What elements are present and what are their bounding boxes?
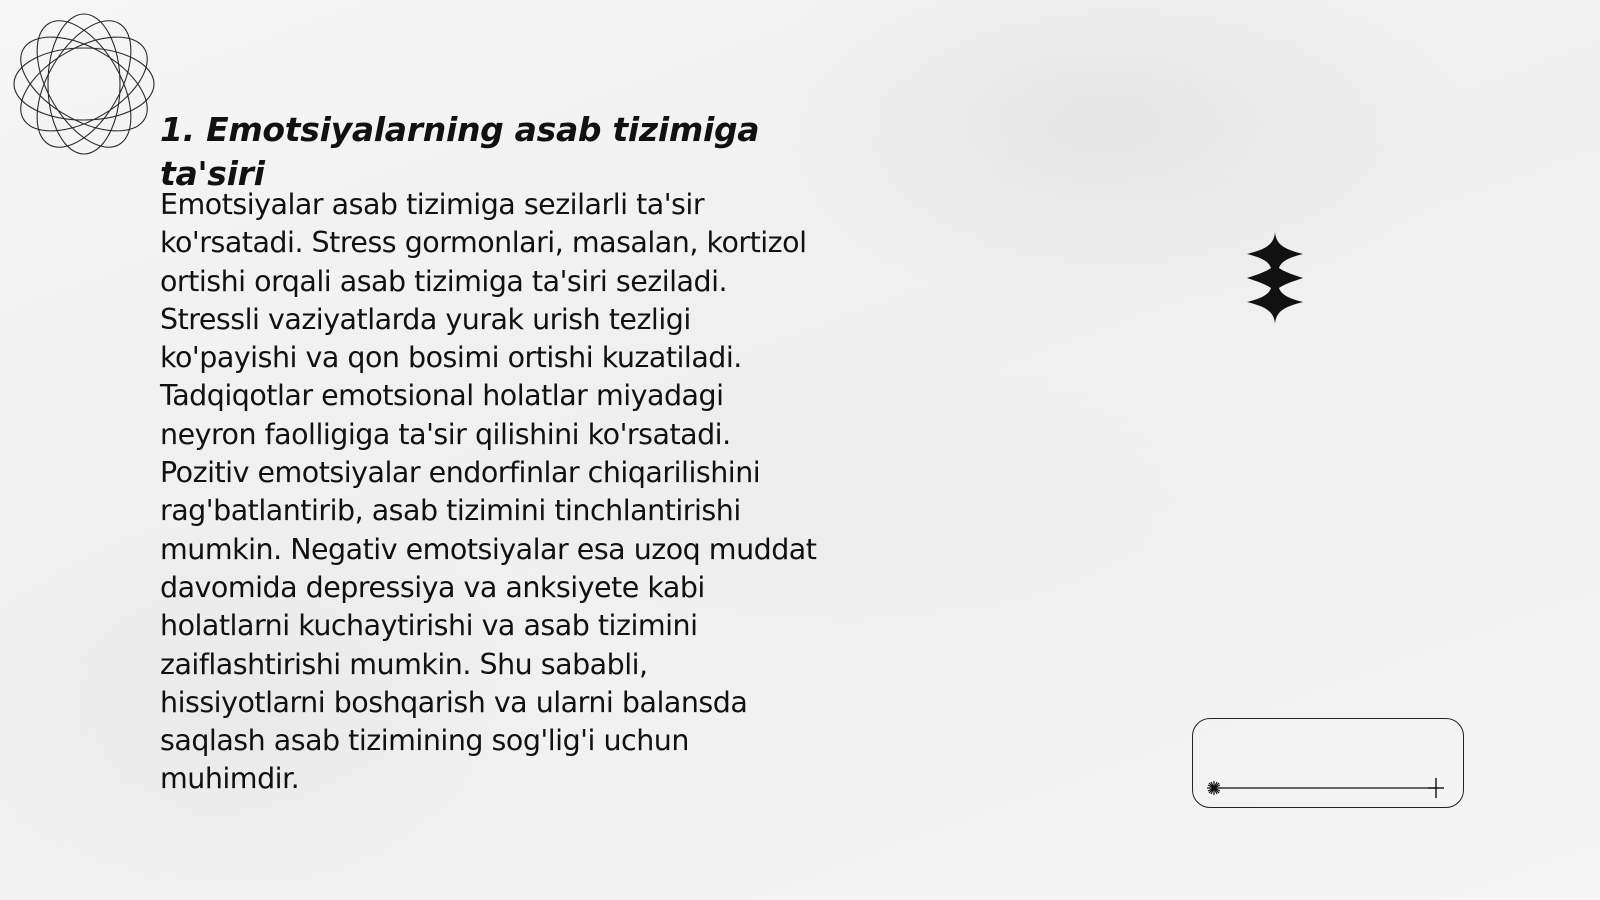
four-point-star-icon <box>1245 232 1305 324</box>
slide-body-text: Emotsiyalar asab tizimiga sezilarli ta'sir ko'rsatadi. Stress gormonlari, masalan, kortizol ortishi orqali asab tizimiga ta'siri seziladi. Stressli vaziyatlarda yurak urish tezligi ko'payishi va qon bosimi ortishi kuzatiladi. Tadqiqotlar emotsional holatlar miyadagi neyron faolligiga ta'sir qilishini ko'rsatadi. Pozitiv emotsiyalar endorfinlar chiqarilishini rag'batlantirib, asab tizimini tinchlantirishi mumkin. Negativ emotsiyalar esa uzoq muddat davomida depressiya va anksiyete kabi holatlarni kuchaytirishi va asab tizimini zaiflashtirishi mumkin. Shu sababli, hissiyotlarni boshqarish va ularni balansda saqlash asab tizimining sog'lig'i uchun muhimdir. <box>160 188 817 796</box>
starburst-line-icon <box>1192 718 1464 808</box>
interlocking-circles-ornament-icon <box>10 10 158 158</box>
slide-title: 1. Emotsiyalarning asab tizimiga ta'siri <box>160 110 760 193</box>
